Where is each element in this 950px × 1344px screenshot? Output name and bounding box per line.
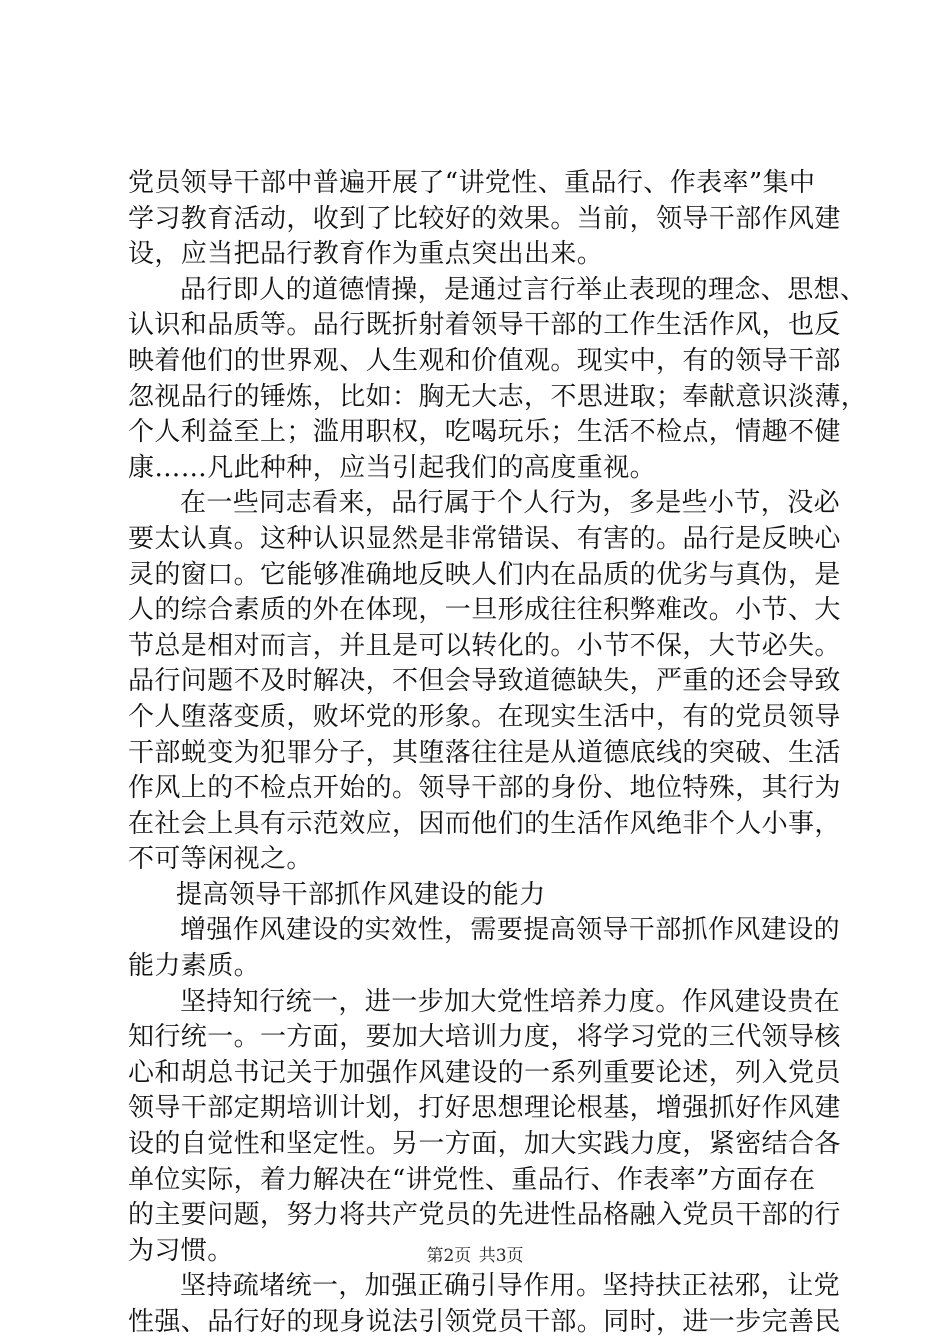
text-line: 党员领导干部中普遍开展了“讲党性、重品行、作表率”集中 xyxy=(128,168,816,198)
text-line: 不可等闲视之。 xyxy=(128,844,313,875)
text-line: 知行统一。一方面，要加大培训力度，将学习党的三代领导核 xyxy=(128,1022,841,1053)
section-heading: 提高领导干部抓作风建设的能力 xyxy=(176,879,546,910)
text-line: 干部蜕变为犯罪分子，其堕落往往是从道德底线的突破、生活 xyxy=(128,737,841,768)
text-line: 的主要问题，努力将共产党员的先进性品格融入党员干部的行 xyxy=(128,1200,841,1231)
text-line: 单位实际，着力解决在“讲党性、重品行、作表率”方面存在 xyxy=(128,1164,816,1195)
page-footer xyxy=(0,1244,950,1268)
text-line: 灵的窗口。它能够准确地反映人们内在品质的优劣与真伪，是 xyxy=(128,559,841,590)
text-line: 忽视品行的锤炼，比如：胸无大志，不思进取；奉献意识淡薄， xyxy=(128,381,868,412)
text-line: 品行问题不及时解决，不但会导致道德缺失，严重的还会导致 xyxy=(128,666,841,697)
text-line: 个人堕落变质，败坏党的形象。在现实生活中，有的党员领导 xyxy=(128,701,841,732)
text-line: 人的综合素质的外在体现，一旦形成往往积弊难改。小节、大 xyxy=(128,595,841,626)
text-line: 个人利益至上；滥用职权，吃喝玩乐；生活不检点，情趣不健 xyxy=(128,417,841,448)
text-line: 能力素质。 xyxy=(128,951,261,982)
text-line: 领导干部定期培训计划，打好思想理论根基，增强抓好作风建 xyxy=(128,1093,841,1124)
page-total: 共3页 xyxy=(478,1246,524,1266)
text-line: 节总是相对而言，并且是可以转化的。小节不保，大节必失。 xyxy=(128,630,841,661)
text-line: 设，应当把品行教育作为重点突出出来。 xyxy=(128,239,604,270)
document-body xyxy=(128,166,868,1341)
text-line: 为习惯。 xyxy=(128,1235,234,1266)
text-line: 学习教育活动，收到了比较好的效果。当前，领导干部作风建 xyxy=(128,203,841,234)
text-line: 康……凡此种种，应当引起我们的高度重视。 xyxy=(128,452,657,483)
text-line: 设的自觉性和坚定性。另一方面，加大实践力度，紧密结合各 xyxy=(128,1129,841,1160)
paragraph-start: 坚持知行统一，进一步加大党性培养力度。作风建设贵在 xyxy=(180,986,841,1017)
text-line: 在社会上具有示范效应，因而他们的生活作风绝非个人小事， xyxy=(128,808,841,839)
paragraph-start: 坚持疏堵统一，加强正确引导作用。坚持扶正祛邪，让党 xyxy=(180,1271,841,1302)
text-line: 映着他们的世界观、人生观和价值观。现实中，有的领导干部 xyxy=(128,345,841,376)
paragraph-start: 在一些同志看来，品行属于个人行为，多是些小节，没必 xyxy=(180,488,841,519)
text-line: 认识和品质等。品行既折射着领导干部的工作生活作风，也反 xyxy=(128,310,841,341)
text-line: 作风上的不检点开始的。领导干部的身份、地位特殊，其行为 xyxy=(128,773,841,804)
text-line: 心和胡总书记关于加强作风建设的一系列重要论述，列入党员 xyxy=(128,1057,841,1088)
page-number: 第2页 xyxy=(426,1246,472,1266)
paragraph-start: 品行即人的道德情操，是通过言行举止表现的理念、思想、 xyxy=(180,274,867,305)
text-line: 要太认真。这种认识显然是非常错误、有害的。品行是反映心 xyxy=(128,523,841,554)
text-line: 性强、品行好的现身说法引领党员干部。同时，进一步完善民 xyxy=(128,1307,841,1337)
paragraph-start: 增强作风建设的实效性，需要提高领导干部抓作风建设的 xyxy=(180,915,841,946)
